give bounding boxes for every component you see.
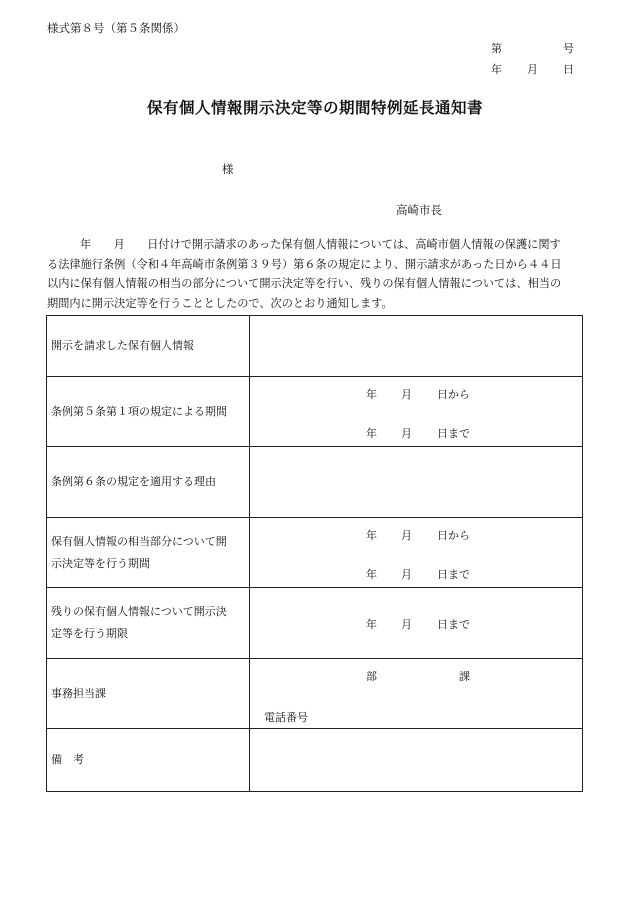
to-day: 日まで bbox=[437, 427, 470, 440]
row-remarks bbox=[47, 729, 583, 792]
notice-form-table bbox=[46, 315, 583, 792]
from-day: 日から bbox=[437, 388, 470, 401]
row-article5-period bbox=[47, 377, 583, 447]
sender-name: 高崎市長 bbox=[396, 203, 442, 217]
partial-from-year: 年 bbox=[366, 529, 377, 542]
date-day: 日 bbox=[563, 63, 574, 76]
row-partial-disclosure-period bbox=[47, 518, 583, 588]
label-partial-line-2: 示決定等を行う期間 bbox=[51, 556, 150, 570]
date-year: 年 bbox=[491, 63, 502, 76]
row-article6-reason bbox=[47, 447, 583, 518]
date-month: 月 bbox=[527, 63, 538, 76]
label-remaining-line-1: 残りの保有個人情報について開示決 bbox=[51, 605, 227, 618]
label-article5-period: 条例第５条第１項の規定による期間 bbox=[47, 377, 250, 447]
label-remaining-line-2: 定等を行う期限 bbox=[51, 627, 128, 640]
value-remaining-deadline[interactable] bbox=[250, 588, 583, 659]
to-year: 年 bbox=[366, 427, 377, 440]
label-responsible-section: 事務担当課 bbox=[47, 659, 250, 729]
from-year: 年 bbox=[366, 388, 377, 401]
form-id: 様式第８号（第５条関係） bbox=[47, 21, 185, 35]
row-remaining-deadline bbox=[47, 588, 583, 659]
value-article6-reason[interactable] bbox=[250, 447, 583, 518]
remaining-to-month: 月 bbox=[401, 618, 412, 631]
from-month: 月 bbox=[401, 388, 412, 401]
value-responsible-section[interactable] bbox=[250, 659, 583, 729]
doc-number-dai: 第 bbox=[491, 42, 502, 55]
partial-from-day: 日から bbox=[437, 529, 470, 542]
notice-line-4: 期間内に開示決定等を行うこととしたので、次のとおり通知します。 bbox=[47, 296, 393, 310]
value-article5-period[interactable] bbox=[250, 377, 583, 447]
partial-to-month: 月 bbox=[401, 568, 412, 581]
partial-to-day: 日まで bbox=[437, 568, 470, 581]
notice-line-1: 年 月 日付けで開示請求のあった保有個人情報については、高崎市個人情報の保護に関す bbox=[80, 238, 561, 251]
row-responsible-section bbox=[47, 659, 583, 729]
remaining-to-year: 年 bbox=[366, 618, 377, 631]
value-remarks[interactable] bbox=[250, 729, 583, 792]
partial-from-month: 月 bbox=[401, 529, 412, 542]
to-month: 月 bbox=[401, 427, 412, 440]
page-title: 保有個人情報開示決定等の期間特例延長通知書 bbox=[146, 98, 483, 117]
addressee-suffix: 様 bbox=[222, 162, 234, 176]
value-partial-disclosure-period[interactable] bbox=[250, 518, 583, 588]
partial-to-year: 年 bbox=[366, 568, 377, 581]
label-partial-disclosure-period bbox=[47, 518, 250, 588]
label-article6-reason: 条例第６条の規定を適用する理由 bbox=[47, 447, 250, 518]
notice-body bbox=[47, 235, 583, 313]
label-remarks: 備 考 bbox=[47, 729, 250, 792]
section-suffix: 課 bbox=[459, 670, 470, 683]
remaining-to-day: 日まで bbox=[437, 618, 470, 631]
phone-label: 電話番号 bbox=[264, 711, 308, 724]
notice-line-2: る法律施行条例（令和４年高崎市条例第３９号）第６条の規定により、開示請求があった日から４４日 bbox=[47, 257, 562, 271]
dept-suffix: 部 bbox=[366, 670, 377, 683]
label-requested-info: 開示を請求した保有個人情報 bbox=[47, 316, 250, 377]
doc-number-go: 号 bbox=[563, 42, 574, 55]
value-requested-info[interactable] bbox=[250, 316, 583, 377]
notice-line-3: 以内に保有個人情報の相当の部分について開示決定等を行い、残りの保有個人情報については、相当の bbox=[47, 277, 562, 291]
row-requested-info bbox=[47, 316, 583, 377]
label-remaining-deadline bbox=[47, 588, 250, 659]
label-partial-line-1: 保有個人情報の相当部分について開 bbox=[51, 534, 227, 548]
